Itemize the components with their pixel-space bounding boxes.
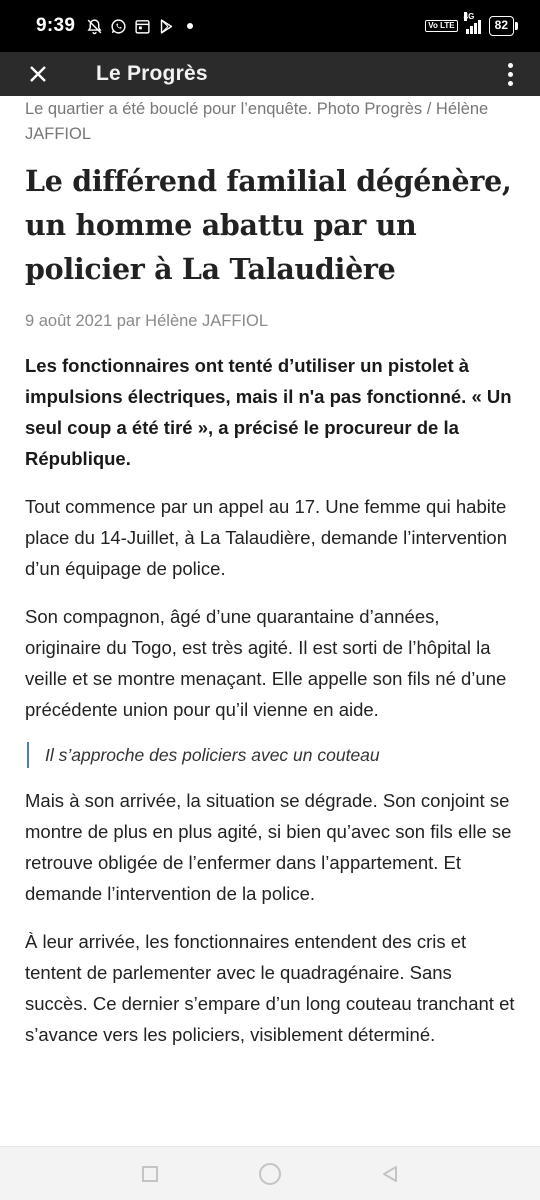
article-lead: Les fonctionnaires ont tenté d’utiliser un pistolet à impulsions électriques, mais il n'a pas fonctionné. « Un seul coup a été tiré », a précisé le procureur de la République. <box>25 355 512 469</box>
system-nav-bar <box>0 1146 540 1200</box>
battery-level: 82 <box>489 16 514 36</box>
back-triangle-icon <box>380 1164 400 1184</box>
notification-icons <box>85 17 199 35</box>
app-title: Le Progrès <box>96 62 208 85</box>
article-paragraph: À leur arrivée, les fonctionnaires entendent des cris et tentent de parlementer avec le quadragénaire. Sans succès. Ce dernier s’empare d’un long couteau tranchant et s’avance vers les policiers, visiblement déterminé. <box>25 931 515 1045</box>
home-button[interactable] <box>257 1161 283 1187</box>
article-paragraph: Son compagnon, âgé d’une quarantaine d’années, originaire du Togo, est très agité. Il est sorti de l’hôpital la veille et se montre menaçant. Elle appelle son fils né d’une précédente union pour qu’il vienne en aide. <box>25 606 507 720</box>
volte-indicator: Vo LTE <box>425 20 457 32</box>
home-circle-icon <box>258 1162 282 1186</box>
status-time: 9:39 <box>36 15 76 36</box>
recents-button[interactable] <box>137 1161 163 1187</box>
whatsapp-icon <box>109 17 127 35</box>
photo-caption: Le quartier a été bouclé pour l’enquête. Photo Progrès / Hélène JAFFIOL <box>25 100 489 143</box>
dot-icon <box>181 17 199 35</box>
battery-icon <box>489 16 518 36</box>
article-paragraph: Mais à son arrivée, la situation se dégrade. Son conjoint se montre de plus en plus agité, si bien qu’avec son fils elle se retrouve obligée de l’enfermer dans l’appartement. Et demande l’intervention de la police. <box>25 790 512 904</box>
play-store-icon <box>157 17 175 35</box>
calendar-icon <box>133 17 151 35</box>
close-button[interactable] <box>26 62 50 86</box>
status-bar <box>0 0 540 52</box>
signal-icon <box>463 12 481 34</box>
muted-bell-icon <box>85 17 103 35</box>
more-vert-icon <box>508 63 513 68</box>
system-status <box>425 12 518 36</box>
more-options-button[interactable] <box>500 60 520 88</box>
article-pullquote: Il s’approche des policiers avec un couteau <box>27 742 515 768</box>
close-icon <box>29 65 47 83</box>
app-bar <box>0 52 540 96</box>
article-meta: 9 août 2021 par Hélène JAFFIOL <box>25 312 269 330</box>
article-paragraph: Tout commence par un appel au 17. Une femme qui habite place du 14-Juillet, à La Talaudière, demande l’intervention d’un équipage de police. <box>25 496 508 579</box>
back-button[interactable] <box>377 1161 403 1187</box>
article-content[interactable] <box>0 96 540 1146</box>
article-headline: Le différend familial dégénère, un homme abattu par un policier à La Talaudière <box>25 164 512 286</box>
recents-square-icon <box>141 1165 159 1183</box>
network-type: 4G <box>463 12 475 21</box>
